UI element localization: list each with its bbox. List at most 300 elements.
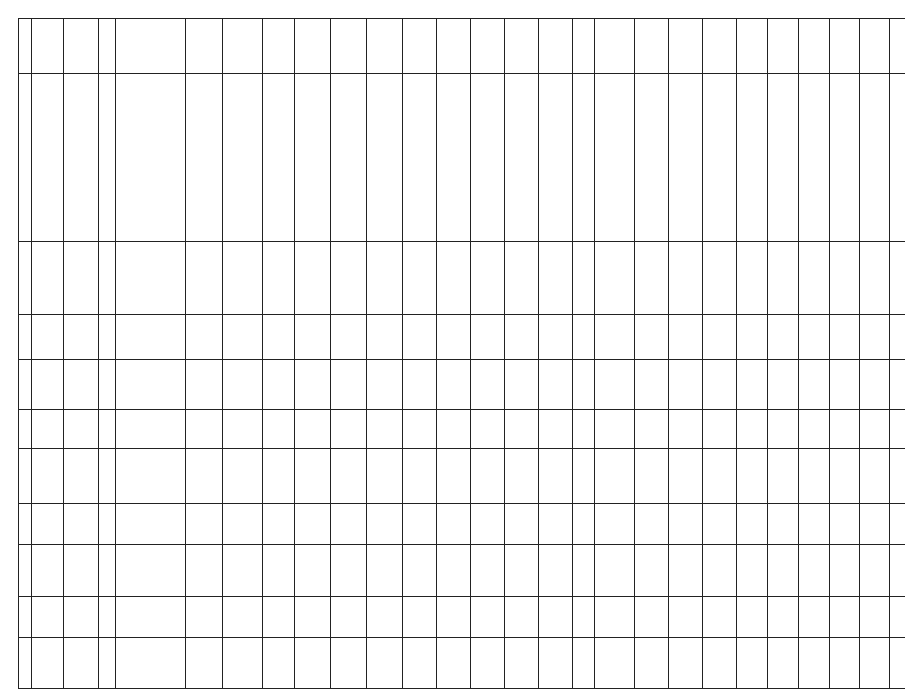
table-cell (573, 19, 595, 74)
table-cell (505, 360, 539, 410)
table-cell (471, 360, 505, 410)
table-cell (830, 504, 860, 545)
table-cell (890, 315, 905, 360)
table-cell (860, 545, 890, 597)
table-cell (799, 504, 830, 545)
table-cell (890, 360, 905, 410)
table-cell (186, 315, 223, 360)
table-cell (19, 449, 32, 504)
table-row (19, 242, 905, 315)
table-cell (437, 449, 471, 504)
table-cell (635, 19, 669, 74)
table-cell (768, 315, 799, 360)
table-cell (539, 19, 573, 74)
table-cell (295, 504, 331, 545)
table-cell (830, 597, 860, 638)
table-cell (32, 242, 64, 315)
table-cell (295, 360, 331, 410)
table-cell (331, 19, 367, 74)
table-cell (331, 410, 367, 449)
table-cell (263, 19, 295, 74)
table-cell (635, 410, 669, 449)
table-cell (223, 242, 263, 315)
table-cell (505, 242, 539, 315)
table-cell (263, 315, 295, 360)
table-cell (19, 19, 32, 74)
table-cell (367, 360, 403, 410)
table-cell (635, 638, 669, 689)
table-cell (403, 360, 437, 410)
table-cell (703, 597, 737, 638)
table-cell (403, 19, 437, 74)
table-cell (830, 19, 860, 74)
table-cell (669, 597, 703, 638)
table-cell (223, 19, 263, 74)
register-sheet (18, 18, 887, 689)
table-cell (223, 360, 263, 410)
table-cell (505, 410, 539, 449)
table-cell (367, 74, 403, 242)
table-cell (295, 597, 331, 638)
table-cell (32, 19, 64, 74)
table-cell (437, 315, 471, 360)
table-cell (505, 504, 539, 545)
table-cell (116, 242, 186, 315)
table-cell (19, 597, 32, 638)
table-cell (403, 410, 437, 449)
table-cell (367, 315, 403, 360)
table-cell (595, 638, 635, 689)
table-cell (116, 410, 186, 449)
table-cell (19, 315, 32, 360)
table-cell (890, 449, 905, 504)
table-cell (32, 545, 64, 597)
table-cell (64, 504, 99, 545)
table-cell (116, 638, 186, 689)
table-cell (635, 597, 669, 638)
table-cell (437, 242, 471, 315)
table-cell (437, 19, 471, 74)
table-cell (331, 242, 367, 315)
table-cell (860, 410, 890, 449)
table-cell (890, 410, 905, 449)
table-cell (295, 449, 331, 504)
table-cell (223, 74, 263, 242)
table-cell (99, 504, 116, 545)
table-row (19, 449, 905, 504)
table-cell (703, 315, 737, 360)
table-cell (595, 242, 635, 315)
table-cell (32, 74, 64, 242)
table-cell (64, 19, 99, 74)
table-cell (331, 545, 367, 597)
table-cell (595, 360, 635, 410)
table-cell (367, 19, 403, 74)
table-cell (669, 504, 703, 545)
table-cell (263, 449, 295, 504)
table-cell (263, 638, 295, 689)
table-cell (635, 545, 669, 597)
table-cell (116, 449, 186, 504)
table-cell (186, 242, 223, 315)
table-cell (830, 449, 860, 504)
table-cell (539, 360, 573, 410)
table-cell (890, 545, 905, 597)
table-cell (635, 242, 669, 315)
table-row (19, 597, 905, 638)
table-cell (737, 242, 768, 315)
table-row (19, 504, 905, 545)
table-cell (860, 360, 890, 410)
table-cell (573, 360, 595, 410)
table-cell (471, 410, 505, 449)
table-cell (573, 638, 595, 689)
table-cell (860, 74, 890, 242)
table-cell (830, 638, 860, 689)
table-cell (890, 504, 905, 545)
table-cell (331, 315, 367, 360)
table-cell (799, 19, 830, 74)
table-cell (505, 638, 539, 689)
table-cell (403, 449, 437, 504)
table-cell (505, 19, 539, 74)
table-cell (64, 242, 99, 315)
table-cell (116, 315, 186, 360)
table-cell (539, 242, 573, 315)
table-cell (635, 449, 669, 504)
table-row (19, 638, 905, 689)
table-cell (331, 638, 367, 689)
table-cell (737, 74, 768, 242)
table-cell (768, 360, 799, 410)
table-cell (437, 545, 471, 597)
table-cell (573, 315, 595, 360)
table-cell (471, 19, 505, 74)
table-row (19, 74, 905, 242)
table-cell (890, 242, 905, 315)
table-cell (437, 638, 471, 689)
table-cell (737, 638, 768, 689)
table-cell (635, 504, 669, 545)
table-cell (64, 638, 99, 689)
table-cell (367, 504, 403, 545)
table-cell (830, 315, 860, 360)
table-cell (669, 74, 703, 242)
table-cell (737, 449, 768, 504)
table-cell (331, 504, 367, 545)
table-cell (99, 410, 116, 449)
table-cell (635, 74, 669, 242)
table-cell (331, 360, 367, 410)
table-cell (32, 504, 64, 545)
table-cell (703, 74, 737, 242)
table-cell (186, 638, 223, 689)
table-cell (367, 597, 403, 638)
table-cell (539, 638, 573, 689)
table-cell (263, 504, 295, 545)
table-cell (703, 242, 737, 315)
table-cell (703, 410, 737, 449)
table-cell (539, 545, 573, 597)
table-cell (890, 597, 905, 638)
table-cell (295, 638, 331, 689)
table-cell (186, 360, 223, 410)
table-cell (403, 504, 437, 545)
table-cell (99, 74, 116, 242)
table-cell (116, 545, 186, 597)
table-cell (19, 242, 32, 315)
table-cell (99, 597, 116, 638)
table-cell (768, 545, 799, 597)
table-cell (768, 504, 799, 545)
table-cell (830, 410, 860, 449)
table-cell (403, 638, 437, 689)
table-cell (19, 638, 32, 689)
table-cell (830, 360, 860, 410)
table-cell (64, 545, 99, 597)
table-cell (331, 449, 367, 504)
table-cell (263, 74, 295, 242)
table-cell (437, 74, 471, 242)
table-cell (505, 449, 539, 504)
table-cell (223, 449, 263, 504)
table-cell (799, 242, 830, 315)
table-cell (64, 315, 99, 360)
table-cell (669, 19, 703, 74)
table-cell (737, 315, 768, 360)
table-cell (860, 597, 890, 638)
table-cell (799, 597, 830, 638)
table-cell (295, 242, 331, 315)
table-cell (367, 638, 403, 689)
table-cell (539, 74, 573, 242)
table-cell (32, 638, 64, 689)
table-cell (573, 242, 595, 315)
table-cell (32, 410, 64, 449)
table-row (19, 545, 905, 597)
table-cell (595, 19, 635, 74)
table-cell (799, 315, 830, 360)
table-cell (99, 449, 116, 504)
table-cell (505, 597, 539, 638)
table-cell (99, 19, 116, 74)
register-table (18, 18, 905, 689)
table-cell (799, 545, 830, 597)
table-cell (403, 597, 437, 638)
table-cell (669, 545, 703, 597)
table-cell (635, 360, 669, 410)
table-cell (669, 638, 703, 689)
table-cell (830, 74, 860, 242)
table-cell (437, 597, 471, 638)
table-cell (19, 545, 32, 597)
table-cell (32, 360, 64, 410)
table-cell (116, 360, 186, 410)
table-cell (669, 360, 703, 410)
table-row (19, 410, 905, 449)
table-cell (539, 597, 573, 638)
table-cell (32, 315, 64, 360)
table-cell (64, 597, 99, 638)
table-cell (186, 19, 223, 74)
table-cell (890, 638, 905, 689)
table-cell (64, 410, 99, 449)
table-cell (116, 504, 186, 545)
table-cell (799, 449, 830, 504)
table-cell (539, 315, 573, 360)
table-cell (295, 545, 331, 597)
table-cell (799, 360, 830, 410)
table-cell (403, 74, 437, 242)
table-cell (99, 638, 116, 689)
table-cell (595, 449, 635, 504)
table-cell (768, 410, 799, 449)
table-cell (295, 19, 331, 74)
table-cell (471, 504, 505, 545)
table-cell (471, 545, 505, 597)
table-cell (223, 597, 263, 638)
table-cell (471, 242, 505, 315)
table-cell (505, 315, 539, 360)
table-cell (703, 360, 737, 410)
table-cell (669, 315, 703, 360)
table-cell (99, 315, 116, 360)
table-row (19, 19, 905, 74)
table-cell (768, 597, 799, 638)
table-cell (860, 449, 890, 504)
table-cell (669, 449, 703, 504)
table-cell (573, 74, 595, 242)
table-cell (367, 410, 403, 449)
table-cell (505, 74, 539, 242)
table-cell (539, 449, 573, 504)
table-cell (471, 597, 505, 638)
table-cell (295, 315, 331, 360)
table-cell (573, 597, 595, 638)
table-cell (703, 545, 737, 597)
table-cell (223, 315, 263, 360)
table-cell (830, 242, 860, 315)
table-cell (263, 360, 295, 410)
table-cell (703, 19, 737, 74)
table-cell (19, 360, 32, 410)
table-cell (573, 410, 595, 449)
table-cell (669, 242, 703, 315)
table-cell (263, 597, 295, 638)
table-cell (471, 449, 505, 504)
table-cell (99, 242, 116, 315)
table-cell (737, 504, 768, 545)
table-cell (19, 410, 32, 449)
table-row (19, 360, 905, 410)
table-cell (768, 638, 799, 689)
table-cell (595, 315, 635, 360)
table-cell (19, 74, 32, 242)
table-cell (403, 315, 437, 360)
table-cell (437, 410, 471, 449)
table-cell (768, 449, 799, 504)
table-cell (595, 597, 635, 638)
table-cell (703, 449, 737, 504)
table-cell (539, 504, 573, 545)
table-cell (186, 410, 223, 449)
table-cell (186, 74, 223, 242)
table-cell (19, 504, 32, 545)
table-cell (737, 360, 768, 410)
table-cell (768, 19, 799, 74)
table-cell (799, 638, 830, 689)
table-cell (471, 638, 505, 689)
table-cell (223, 545, 263, 597)
table-cell (64, 360, 99, 410)
table-cell (799, 74, 830, 242)
table-row (19, 315, 905, 360)
table-cell (116, 19, 186, 74)
table-cell (505, 545, 539, 597)
table-cell (635, 315, 669, 360)
table-cell (295, 410, 331, 449)
table-cell (890, 74, 905, 242)
table-cell (573, 545, 595, 597)
table-cell (263, 410, 295, 449)
table-cell (737, 19, 768, 74)
table-cell (186, 545, 223, 597)
table-cell (64, 74, 99, 242)
table-cell (116, 74, 186, 242)
table-cell (595, 504, 635, 545)
table-cell (403, 242, 437, 315)
table-cell (737, 597, 768, 638)
table-cell (830, 545, 860, 597)
table-cell (32, 449, 64, 504)
table-cell (860, 315, 890, 360)
table-cell (186, 597, 223, 638)
table-cell (737, 545, 768, 597)
table-cell (860, 638, 890, 689)
table-cell (263, 545, 295, 597)
table-cell (539, 410, 573, 449)
table-cell (768, 74, 799, 242)
table-cell (437, 360, 471, 410)
table-cell (367, 242, 403, 315)
table-cell (595, 74, 635, 242)
table-cell (331, 597, 367, 638)
table-cell (223, 638, 263, 689)
table-cell (860, 19, 890, 74)
table-cell (186, 449, 223, 504)
table-cell (573, 449, 595, 504)
table-cell (32, 597, 64, 638)
table-cell (703, 638, 737, 689)
table-cell (768, 242, 799, 315)
table-cell (437, 504, 471, 545)
table-cell (367, 545, 403, 597)
table-cell (295, 74, 331, 242)
table-cell (703, 504, 737, 545)
table-cell (799, 410, 830, 449)
table-cell (471, 74, 505, 242)
table-cell (890, 19, 905, 74)
table-cell (403, 545, 437, 597)
table-cell (573, 504, 595, 545)
table-cell (331, 74, 367, 242)
table-cell (99, 360, 116, 410)
table-cell (860, 504, 890, 545)
table-cell (737, 410, 768, 449)
table-cell (223, 504, 263, 545)
table-cell (595, 410, 635, 449)
table-cell (367, 449, 403, 504)
